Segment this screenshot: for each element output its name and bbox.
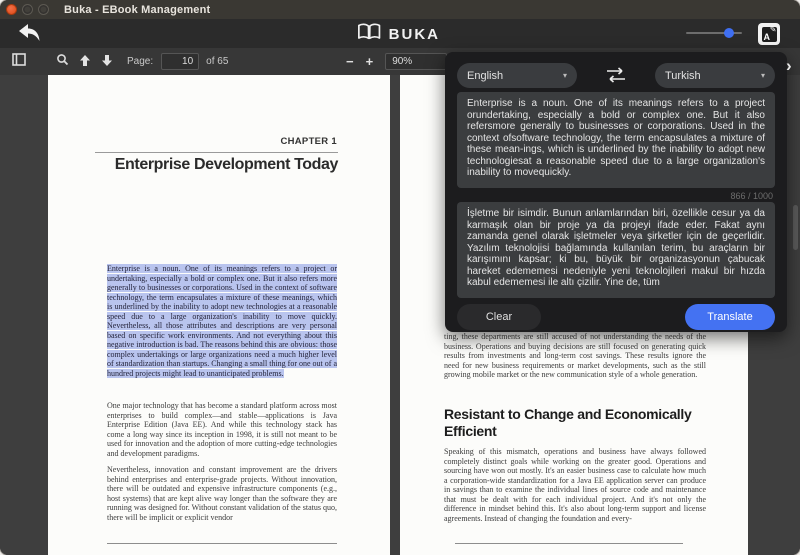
scrollbar-thumb[interactable] [793, 205, 798, 250]
app-logo [357, 23, 440, 46]
target-text-area[interactable] [457, 202, 775, 298]
body-paragraph: One major technology that has become a standard platform across most enterprises to build complex—and stable—applications is Java Enterprise Edition (Java EE). And while this technology stack has come a long way since its inception in 1998, it is still not meant to be used for innovation and the adoption of more cutting-edge technologies and development paradigms. [107, 401, 337, 458]
section-heading: Resistant to Change and Economically Efficient [444, 406, 692, 439]
page-footer-rule [107, 543, 337, 544]
close-button[interactable] [6, 4, 17, 15]
arrow-down-icon [101, 54, 113, 70]
page-label: Page: [127, 56, 154, 67]
search-button[interactable] [56, 53, 69, 71]
text-selection-highlight: Enterprise is a noun. One of its meanings refers to a project or undertaking, especially a bold or complex one. But it also refers more generally to businesses or corporations. Used in the context of software technology, the term encapsulates a mixture of these meanings, which is underlined by the inability to adopt new technologies at a reasonable speed due to a large organization's inability to move quickly. Nevertheless, all those attributes and descriptions are very personal based on specific work environments. And not everything about this negative introduction is bad. The reasons behind this are obvious: those complex undertakings or large organizations need a much higher level of standardization than startups. Changing a small thing for one out of a hundred projects might lead to unanticipated problems. [107, 264, 337, 378]
back-arrow-icon [16, 31, 42, 48]
zoom-controls [340, 48, 447, 75]
clear-button[interactable]: Clear [457, 304, 541, 330]
body-paragraph: ting, these departments are still accused of not understanding the needs of the business. Operations and buying decisions are still focused on generating quick results from investments and long-term cost savings. These results ignore the need for new business requirements or market developments, such as the still growing mobile market or the new communication style of a whole generation. [444, 332, 706, 379]
arrow-up-icon [79, 54, 91, 70]
translate-popup [445, 52, 787, 332]
titlebar [0, 0, 800, 19]
open-book-icon [357, 23, 382, 46]
window-title: Buka - EBook Management [64, 3, 211, 16]
previous-page-button[interactable] [79, 54, 91, 70]
target-language-value: Turkish [665, 69, 701, 82]
swap-arrows-icon [602, 72, 630, 89]
target-language-select[interactable] [655, 63, 775, 88]
book-page-left [48, 75, 390, 555]
translate-toggle-button[interactable] [758, 23, 780, 45]
page-total-label: of 65 [206, 56, 229, 67]
translate-icon: A ✎ [763, 24, 777, 42]
chapter-rule [95, 152, 338, 153]
back-button[interactable] [16, 22, 44, 45]
body-paragraph: Nevertheless, innovation and constant improvement are the drivers behind enterprises and enterprise-grade projects. Without innovation, there will be outdated and expensive infrastructure components (e.g., host systems) that are kept alive way longer than the software they are running was designed for. Without constant validation of the status quo, there will be implicit or explicit vendor [107, 465, 337, 522]
next-page-button[interactable] [101, 54, 113, 70]
source-language-value: English [467, 69, 504, 82]
swap-languages-button[interactable] [602, 65, 630, 85]
chevron-down-icon: ▾ [562, 71, 567, 80]
chapter-label: CHAPTER 1 [280, 136, 337, 147]
minimize-button[interactable] [22, 4, 33, 15]
character-counter: 866 / 1000 [730, 191, 773, 201]
source-text-area[interactable] [457, 92, 775, 188]
source-language-select[interactable] [457, 63, 577, 88]
chapter-title: Enterprise Development Today [114, 156, 338, 173]
logo-text: BUKA [388, 26, 441, 43]
sidebar-toggle-button[interactable] [12, 53, 26, 71]
zoom-level-input[interactable] [385, 53, 447, 70]
next-spread-chevron[interactable]: › [786, 56, 792, 75]
page-number-input[interactable] [161, 53, 199, 70]
sidebar-icon [12, 53, 26, 71]
chevron-down-icon: ▾ [760, 71, 765, 80]
zoom-in-button[interactable]: + [365, 54, 374, 69]
search-icon [56, 53, 69, 71]
body-paragraph: Speaking of this mismatch, operations and business have always followed completely distinct goals while working on the greater good. Operations and sourcing have won out mostly. It's an easier business case to calculate how much a corporation-wide standardization for a Java EE application server can produce in savings than to examine the individual lines of source code and maintenance that must be dealt with for each individual project. And it's not only the difference in mindset behind this. It's also about long-term support and license agreements. Instead of changing the foundation and every- [444, 447, 706, 523]
header-slider[interactable] [686, 32, 742, 34]
header-toolbar [0, 19, 800, 48]
translate-button[interactable]: Translate [685, 304, 775, 330]
slider-knob[interactable] [724, 28, 734, 38]
highlighted-paragraph [107, 264, 337, 378]
zoom-out-button[interactable]: − [346, 54, 354, 69]
maximize-button[interactable] [38, 4, 49, 15]
page-footer-rule [455, 543, 683, 544]
